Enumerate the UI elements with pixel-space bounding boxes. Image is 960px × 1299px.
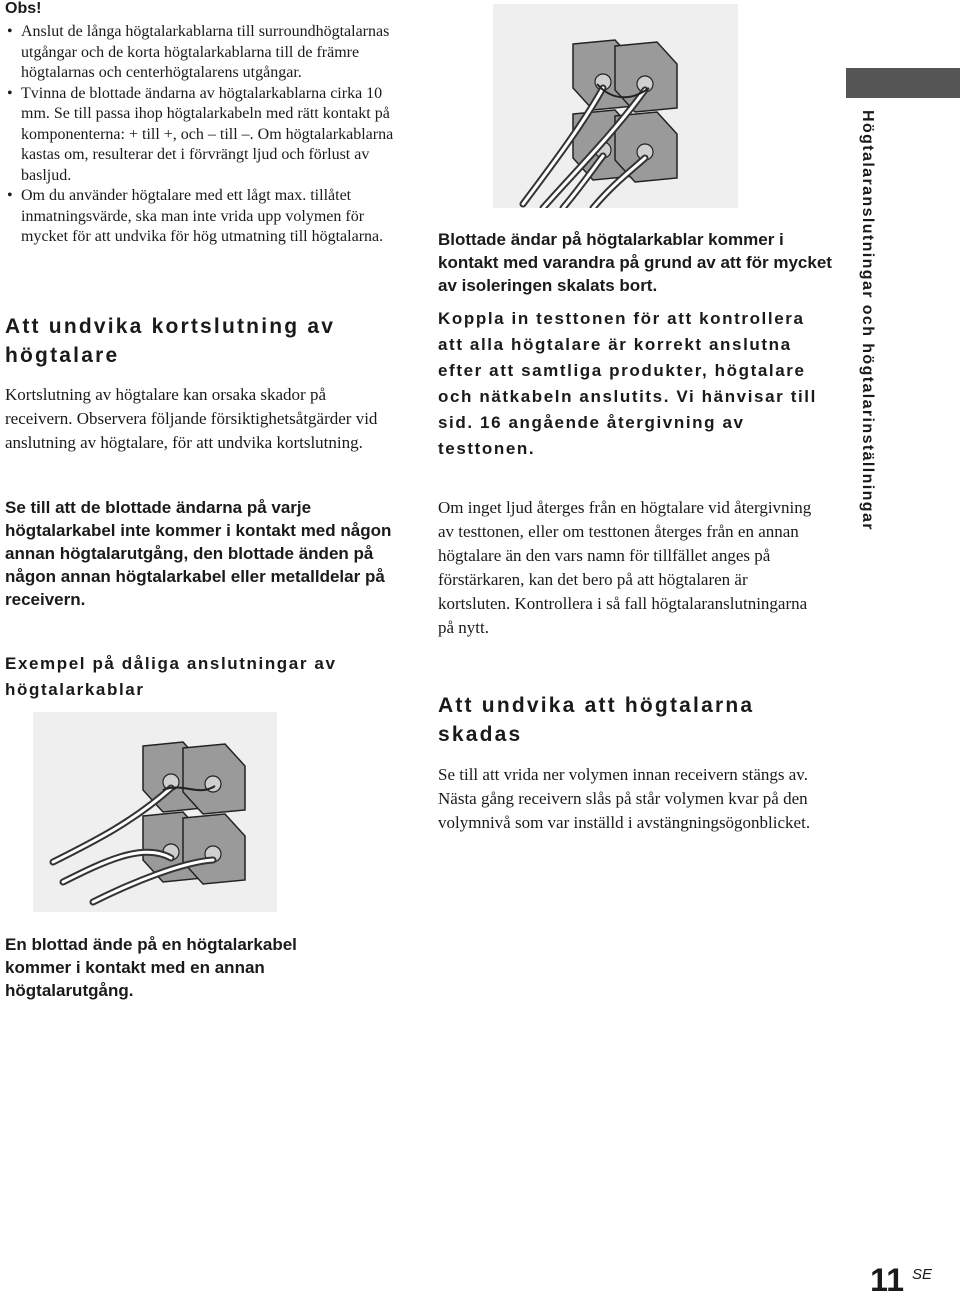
short-circuit-body: Kortslutning av högtalare kan orsaka skador på receivern. Observera följande försiktighetsåtgärder vid anslutning av högtalare, för att undvika kortslutning. bbox=[5, 385, 378, 452]
list-item: • Om du använder högtalare med ett lågt max. tillåtet inmatningsvärde, ska man inte vrida upp volymen för mycket för att undvika för hög utmatning till högtalarna. bbox=[7, 187, 384, 245]
page-number: 11 bbox=[870, 1262, 904, 1298]
obs-title: Obs! bbox=[5, 0, 42, 17]
note-text: Anslut de långa högtalarkablarna till surroundhögtalarnas utgångar och de korta högtalarkablarna till de främre högtalarnas och centerhögtalarens utgångar. bbox=[21, 23, 390, 81]
avoid-damage-body: Se till att vrida ner volymen innan receivern stängs av. Nästa gång receivern slås på står volymen kvar på den volymnivå som var inställd i avstängningsögonblicket. bbox=[438, 765, 811, 832]
bad-connection-figure-2 bbox=[493, 4, 738, 208]
note-text: Tvinna de blottade ändarna av högtalarkablarna cirka 10 mm. Se till passa ihop högtalarkabeln med rätt kontakt på komponenterna: + till +, och – till –. Om högtalarkablarna kastas om, resulterar det i förvrängt ljud och förlust av basljud. bbox=[21, 84, 394, 184]
chapter-tab-marker bbox=[846, 68, 960, 98]
speaker-terminal-illustration-1 bbox=[33, 712, 277, 912]
figure-2-caption: Blottade ändar på högtalarkablar kommer i kontakt med varandra på grund av att för mycket av isoleringen skalats bort. bbox=[438, 230, 832, 295]
list-item: • Tvinna de blottade ändarna av högtalarkablarna cirka 10 mm. Se till passa ihop högtalarkabeln med rätt kontakt på komponenterna: + till +, och – till –. Om högtalarkablarna kastas om, resulterar det i förvrängt ljud och förlust av basljud. bbox=[7, 84, 394, 184]
short-circuit-warning: Se till att de blottade ändarna på varje högtalarkabel inte kommer i kontakt med någon annan högtalarutgång, den blottade änden på någon annan högtalarkabel eller metalldelar på receivern. bbox=[5, 498, 392, 609]
notes-list bbox=[5, 22, 405, 248]
section-heading-avoid-damage: Att undvika att högtalarna skadas bbox=[438, 694, 755, 746]
bad-connection-figure-1 bbox=[33, 712, 277, 912]
note-text: Om du använder högtalare med ett lågt max. tillåtet inmatningsvärde, ska man inte vrida upp volymen för mycket för att undvika för hög utmatning till högtalarna. bbox=[21, 187, 384, 245]
page-language-suffix: SE bbox=[911, 1266, 932, 1283]
test-tone-body: Om inget ljud återges från en högtalare vid återgivning av testtonen, eller om testtonen återges från en annan högtalare än den vars namn för tillfället anges på förstärkaren, kan det bero på att högtalaren är kortsluten. Kontrollera i så fall högtalaranslutningarna på nytt. bbox=[438, 498, 812, 637]
chapter-side-label: Högtalaranslutningar och högtalarinställningar bbox=[859, 110, 876, 531]
speaker-terminal-illustration-2 bbox=[493, 4, 738, 208]
bad-connections-heading: Exempel på dåliga anslutningar av högtalarkablar bbox=[5, 654, 337, 699]
figure-1-caption: En blottad ände på en högtalarkabel kommer i kontakt med en annan högtalarutgång. bbox=[5, 935, 297, 1000]
test-tone-instruction: Koppla in testtonen för att kontrollera att alla högtalare är korrekt anslutna efter att samtliga produkter, högtalare och nätkabeln anslutits. Vi hänvisar till sid. 16 angående återgivning av testtonen. bbox=[438, 309, 817, 458]
section-heading-short-circuit: Att undvika kortslutning av högtalare bbox=[5, 315, 336, 367]
list-item: • Anslut de långa högtalarkablarna till surroundhögtalarnas utgångar och de korta högtalarkablarna till de främre högtalarnas och centerhögtalarens utgångar. bbox=[7, 23, 390, 81]
